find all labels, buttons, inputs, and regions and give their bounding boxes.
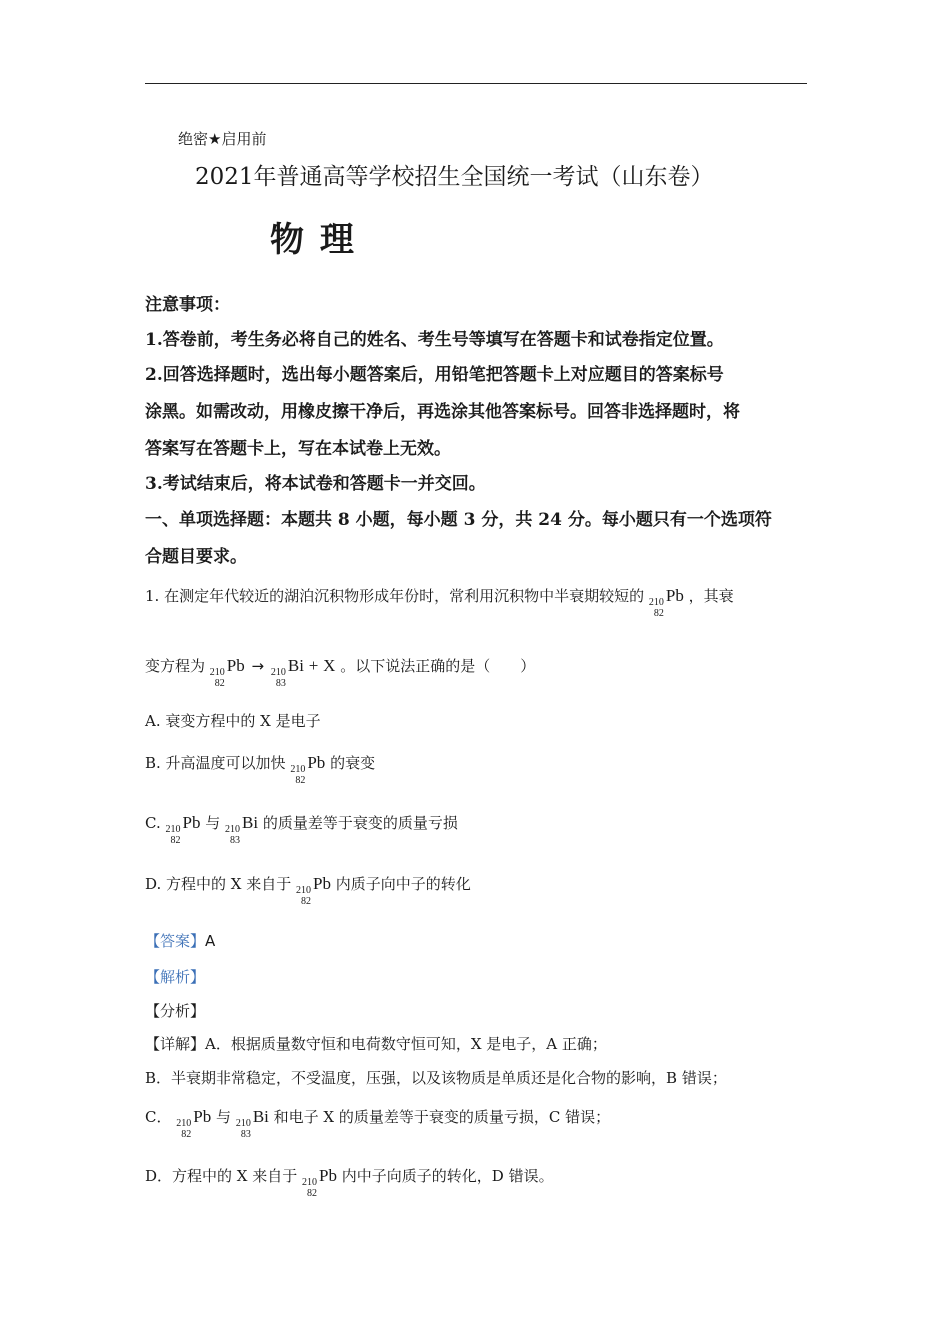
isotope-pb: 210 82 Pb (209, 656, 245, 689)
notice-item-2c: 答案写在答题卡上，写在本试卷上无效。 (145, 439, 451, 459)
isotope-pb: 210 82 Pb (176, 1107, 212, 1140)
notice-item-3: 3.考试结束后，将本试卷和答题卡一并交回。 (145, 474, 486, 494)
isotope-pb: 210 82 Pb (296, 874, 331, 907)
isotope-bi: 210 83 Bi (270, 656, 304, 689)
section-heading-1: 一、单项选择题：本题共 8 小题，每小题 3 分，共 24 分。每小题只有一个选项符 (145, 510, 772, 530)
answer-line (145, 930, 215, 951)
question-1-stem-line-2 (145, 655, 535, 689)
detail-a: 【详解】A．根据质量数守恒和电荷数守恒可知，X 是电子，A 正确； (145, 1035, 607, 1053)
question-1-stem-line-1 (145, 585, 734, 619)
isotope-pb: 210 82 Pb (648, 586, 684, 619)
option-b: B. 升高温度可以加快 210 82 Pb 的衰变 (145, 753, 376, 786)
answer-value: A (205, 932, 216, 950)
analysis-label: 【解析】 (145, 968, 206, 986)
secret-label: 绝密★启用前 (178, 130, 267, 148)
stem-text: 变方程为 (145, 657, 206, 675)
top-rule (145, 83, 807, 84)
notice-item-1: 1.答卷前，考生务必将自己的姓名、考生号等填写在答题卡和试卷指定位置。 (145, 330, 724, 350)
particle-x: X (323, 656, 336, 675)
answer-label: 【答案】 (145, 932, 206, 950)
section-heading-2: 合题目要求。 (145, 547, 247, 567)
detail-c: C． 210 82 Pb 与 210 83 Bi 和电子 X 的质量差等于衰变的质量亏损，C 错误； (145, 1107, 611, 1140)
fenxi-label: 【分析】 (145, 1002, 206, 1020)
isotope-bi: 210 83 Bi (235, 1107, 269, 1140)
detail-d: D．方程中的 X 来自于 210 82 Pb 内中子向质子的转化，D 错误。 (145, 1166, 554, 1199)
isotope-bi: 210 83 Bi (225, 813, 259, 846)
stem-text-tail: ，其衰 (688, 587, 734, 605)
notice-item-2a: 2.回答选择题时，选出每小题答案后，用铅笔把答题卡上对应题目的答案标号 (145, 365, 724, 385)
detail-label: 【详解】 (145, 1035, 206, 1053)
notice-item-2b: 涂黑。如需改动，用橡皮擦干净后，再选涂其他答案标号。回答非选择题时，将 (145, 402, 740, 422)
option-d: D. 方程中的 X 来自于 210 82 Pb 内质子向中子的转化 (145, 874, 471, 907)
stem-text: 1. 在测定年代较近的湖泊沉积物形成年份时，常利用沉积物中半衰期较短的 (145, 587, 645, 605)
detail-b: B．半衰期非常稳定，不受温度，压强，以及该物质是单质还是化合物的影响，B 错误； (145, 1069, 727, 1087)
option-c: C. 210 82 Pb 与 210 83 Bi 的质量差等于衰变的质量亏损 (145, 813, 458, 846)
isotope-pb: 210 82 Pb (290, 753, 326, 786)
subject-title: 物 理 (270, 220, 356, 260)
stem-text-tail: 。以下说法正确的是（ ） (340, 657, 536, 675)
notice-heading: 注意事项： (145, 295, 230, 315)
exam-title: 2021年普通高等学校招生全国统一考试（山东卷） (195, 164, 714, 190)
isotope-pb: 210 82 Pb (302, 1166, 337, 1199)
isotope-pb: 210 82 Pb (165, 813, 201, 846)
option-a: A. 衰变方程中的 X 是电子 (145, 712, 321, 730)
plus-sign: + (308, 656, 319, 675)
reaction-arrow-icon: → (251, 657, 265, 675)
